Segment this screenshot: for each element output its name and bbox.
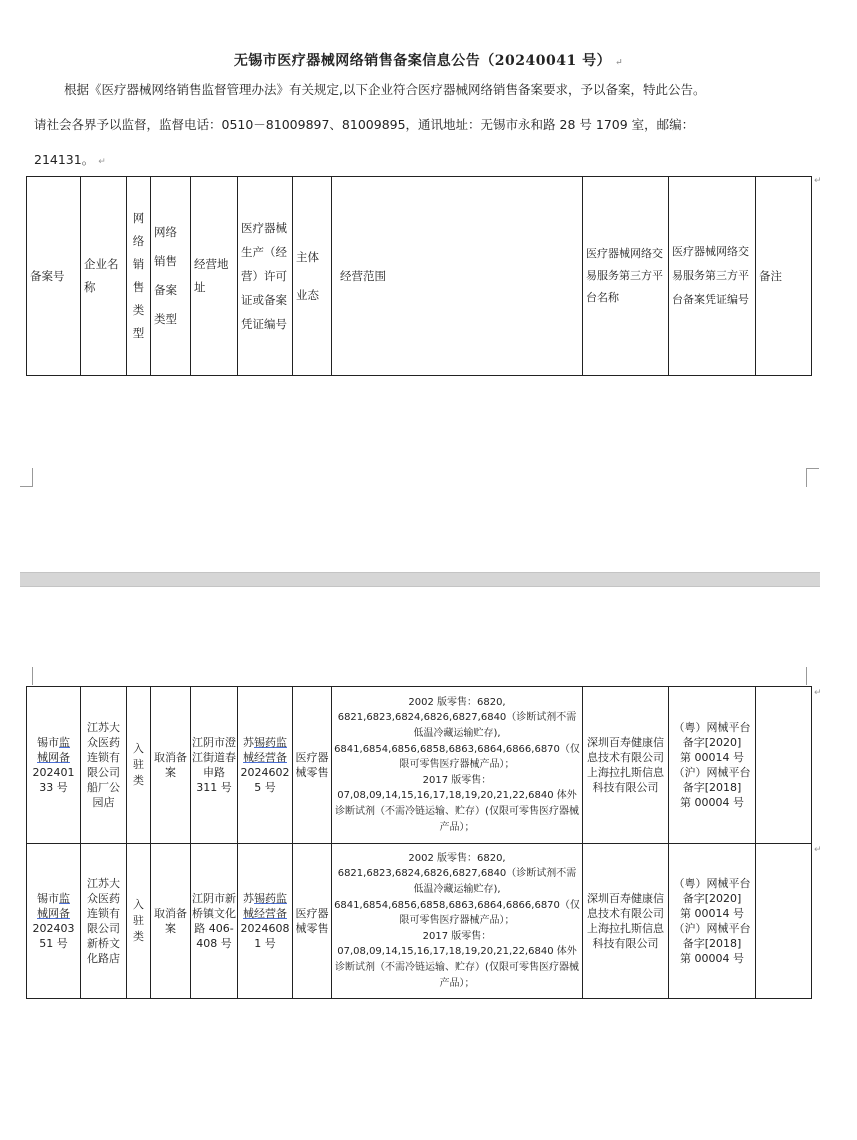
scope-line: 6821,6823,6824,6826,6827,6840（诊断试剂不需低温冷藏运输贮存), — [337, 712, 577, 740]
license-part: 苏 — [243, 736, 254, 749]
record-no-part: 202403 — [32, 922, 75, 935]
header-platform-name: 医疗器械网络交易服务第三方平台名称 — [583, 177, 669, 376]
header-remark: 备注 — [756, 177, 812, 376]
header-license-no: 医疗器械生产（经营）许可证或备案凭证编号 — [238, 177, 293, 376]
page-corner-mark — [20, 468, 33, 487]
paragraph-mark-icon: ↵ — [98, 157, 106, 167]
page-gap-band — [20, 572, 820, 587]
remark-cell — [756, 844, 812, 999]
header-sales-type — [127, 177, 151, 376]
platform-name: 上海拉扎斯信息科技有限公司 — [587, 922, 664, 950]
platform-name-cell — [583, 687, 669, 844]
license-part: 苏 — [243, 892, 254, 905]
record-no-cell — [27, 687, 81, 844]
record-no-part: 202401 — [32, 766, 75, 779]
business-form-cell: 医疗器械零售 — [293, 844, 332, 999]
header-address: 经营地址 — [191, 177, 238, 376]
license-part: 1 号 — [254, 937, 276, 950]
platform-cert: 第 00004 号 — [680, 952, 744, 965]
sales-type-cell — [127, 687, 151, 844]
intro-paragraph-line-1: 根据《医疗器械网络销售监督管理办法》有关规定,以下企业符合医疗器械网络销售备案要求，予以备案，特此公告。 — [64, 82, 706, 97]
scope-line: 07,08,09,14,15,16,17,18,19,20,21,22,6840 体外诊断试剂（不需冷链运输、贮存）(仅限可零售医疗器械产品）； — [335, 790, 579, 833]
record-no-part: 33 号 — [39, 781, 68, 794]
platform-cert: （沪）网械平台备字[2018] — [673, 922, 751, 950]
intro-paragraph-line-3 — [34, 152, 106, 170]
license-part: 5 号 — [254, 781, 276, 794]
page-title — [0, 50, 857, 70]
record-no-part: 监 — [59, 892, 70, 905]
header-record-no: 备案号 — [27, 177, 81, 376]
record-table-header — [26, 176, 812, 376]
license-no-cell — [238, 844, 293, 999]
company-cell: 江苏大众医药连锁有限公司船厂公园店 — [81, 687, 127, 844]
header-company: 企业名称 — [81, 177, 127, 376]
scope-line: 2017 版零售： — [422, 774, 492, 786]
record-type-cell: 取消备案 — [151, 687, 191, 844]
record-no-part: 械网备 — [37, 751, 70, 764]
table-row — [27, 844, 812, 999]
record-no-part: 械网备 — [37, 907, 70, 920]
platform-name: 深圳百寿健康信息技术有限公司 — [587, 736, 664, 764]
address-cell: 江阴市新桥镇文化路 406-408 号 — [191, 844, 238, 999]
license-part: 2024608 — [240, 922, 290, 935]
header-platform-cert: 医疗器械网络交易服务第三方平台备案凭证编号 — [669, 177, 756, 376]
page-corner-mark — [806, 468, 819, 487]
sales-type-cell — [127, 844, 151, 999]
row-end-mark-icon: ↵ — [814, 845, 822, 855]
license-part: 锡药监械经营备 — [243, 736, 287, 764]
scope-line: 07,08,09,14,15,16,17,18,19,20,21,22,6840 体外诊断试剂（不需冷链运输、贮存）(仅限可零售医疗器械产品）； — [335, 946, 579, 989]
company-cell: 江苏大众医药连锁有限公司新桥文化路店 — [81, 844, 127, 999]
platform-name-cell — [583, 844, 669, 999]
table-row — [27, 687, 812, 844]
remark-cell — [756, 687, 812, 844]
record-no-part: 锡市 — [37, 736, 59, 749]
scope-line: 6841,6854,6856,6858,6863,6864,6866,6870（仅限可零售医疗器械产品）； — [334, 743, 580, 771]
record-no-part: 51 号 — [39, 937, 68, 950]
record-type-cell: 取消备案 — [151, 844, 191, 999]
scope-line: 6841,6854,6856,6858,6863,6864,6866,6870（仅限可零售医疗器械产品）； — [334, 899, 580, 927]
record-no-part: 监 — [59, 736, 70, 749]
header-business-form: 主体业态 — [293, 177, 332, 376]
row-end-mark-icon: ↵ — [814, 688, 822, 698]
platform-cert: （粤）网械平台备字[2020] — [673, 721, 751, 749]
platform-cert: 第 00014 号 — [680, 751, 744, 764]
paragraph-mark-icon: ↵ — [615, 58, 624, 68]
record-table-body — [26, 686, 812, 999]
sales-type-text: 入驻类 — [133, 898, 144, 943]
header-scope: 经营范围 — [332, 177, 583, 376]
platform-name: 上海拉扎斯信息科技有限公司 — [587, 766, 664, 794]
page-corner-mark — [806, 667, 819, 685]
scope-cell — [332, 687, 583, 844]
license-part: 锡药监械经营备 — [243, 892, 287, 920]
intro-line-3-text: 214131。 — [34, 152, 95, 167]
platform-cert: （粤）网械平台备字[2020] — [673, 877, 751, 905]
business-form-cell: 医疗器械零售 — [293, 687, 332, 844]
platform-name: 深圳百寿健康信息技术有限公司 — [587, 892, 664, 920]
platform-cert-cell — [669, 687, 756, 844]
row-end-mark-icon: ↵ — [814, 176, 822, 186]
scope-line: 6821,6823,6824,6826,6827,6840（诊断试剂不需低温冷藏运输贮存), — [337, 868, 577, 896]
scope-line: 2002 版零售：6820, — [408, 852, 506, 864]
platform-cert-cell — [669, 844, 756, 999]
header-record-type: 网络销售备案类型 — [151, 177, 191, 376]
platform-cert: 第 00004 号 — [680, 796, 744, 809]
license-no-cell — [238, 687, 293, 844]
license-part: 2024602 — [240, 766, 290, 779]
intro-paragraph-line-2: 请社会各界予以监督，监督电话：0510－81009897、81009895，通讯地址：无锡市永和路 28 号 1709 室，邮编： — [34, 117, 695, 132]
platform-cert: （沪）网械平台备字[2018] — [673, 766, 751, 794]
record-no-cell — [27, 844, 81, 999]
scope-cell — [332, 844, 583, 999]
record-no-part: 锡市 — [37, 892, 59, 905]
address-cell: 江阴市澄江街道春申路 311 号 — [191, 687, 238, 844]
platform-cert: 第 00014 号 — [680, 907, 744, 920]
page-title-text: 无锡市医疗器械网络销售备案信息公告（20240041 号） — [233, 53, 612, 69]
sales-type-text: 入驻类 — [133, 742, 144, 787]
header-sales-type-text: 网络销售类型 — [132, 211, 145, 340]
scope-line: 2002 版零售：6820, — [408, 696, 506, 708]
page-corner-mark — [20, 667, 33, 685]
scope-line: 2017 版零售： — [422, 930, 492, 942]
